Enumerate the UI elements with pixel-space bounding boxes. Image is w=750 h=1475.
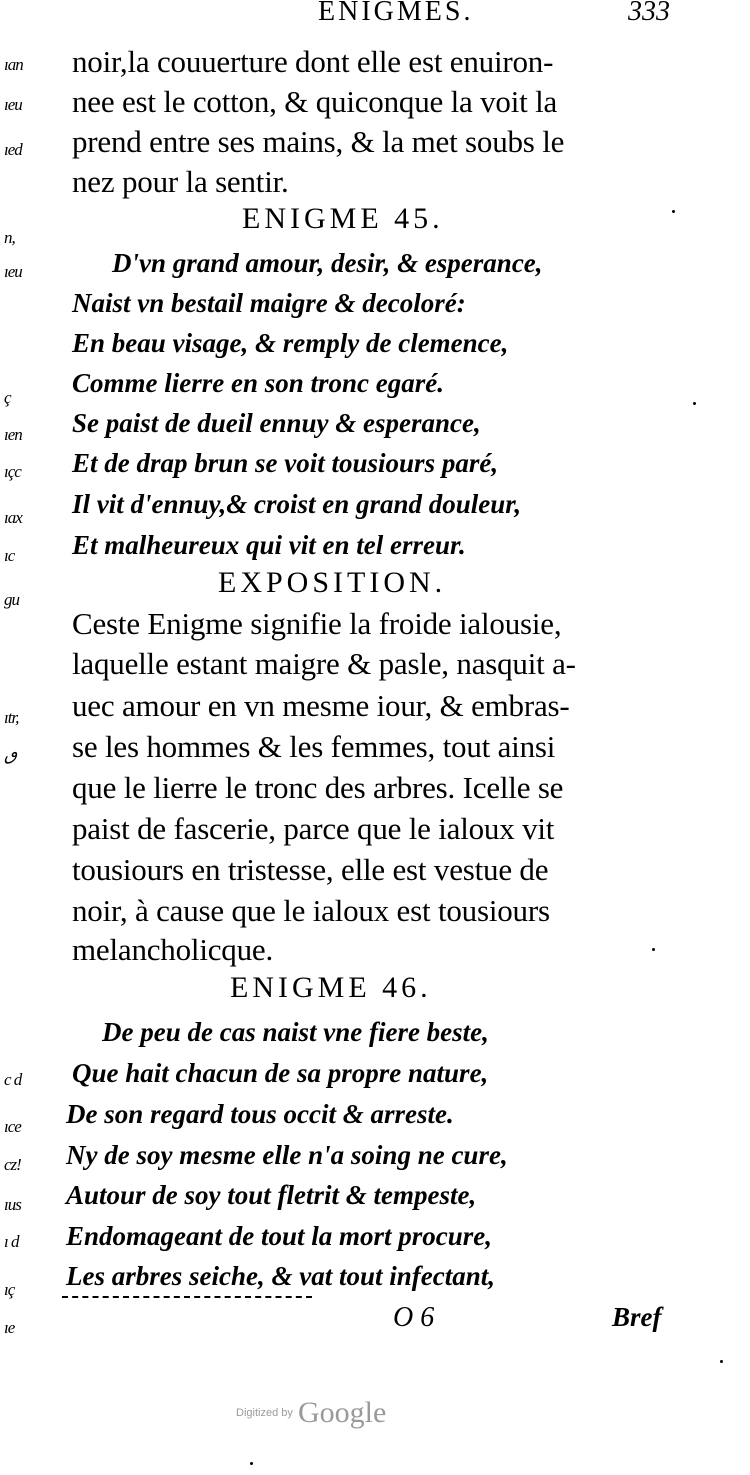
margin-fragment: ıax [4,508,22,527]
verse-line: En beau visage, & remply de clemence, [72,328,509,358]
paper-speck [720,1360,723,1363]
margin-fragment: cz! [4,1155,21,1174]
exposition-line: melancholicque. [72,932,273,967]
margin-fragment: ıeu [4,95,22,114]
page-number: 333 [628,0,670,27]
exposition-line: tousiours en tristesse, elle est vestue de [72,852,549,887]
margin-fragment: c d [4,1070,22,1089]
margin-fragment: ٯ [4,745,18,764]
verse-line: Et de drap brun se voit tousiours paré, [72,448,499,478]
catchword: Bref [612,1302,662,1332]
verse-line: Autour de soy tout fletrit & tempeste, [66,1180,477,1210]
verse-line: De peu de cas naist vne fiere beste, [102,1017,489,1047]
facing-page-margin [0,0,40,1475]
verse-line: Il vit d'ennuy,& croist en grand douleur, [72,489,522,519]
verse-line: Se paist de dueil ennuy & esperance, [72,408,481,438]
margin-fragment: gu [4,590,19,609]
verse-line: Endomageant de tout la mort procure, [66,1221,493,1251]
exposition-line: uec amour en vn mesme iour, & embras- [72,688,570,723]
intro-line: nee est le cotton, & quiconque la voit la [72,84,558,119]
margin-fragment: ıus [4,1195,21,1214]
verse-line: Les arbres seiche, & vat tout infectant, [66,1261,495,1291]
margin-fragment: n, [4,228,15,247]
margin-fragment: ıen [4,425,22,444]
verse-line: Que hait chacun de sa propre nature, [72,1058,489,1088]
margin-fragment: ıe [4,1318,15,1337]
dashed-rule [62,1296,312,1298]
margin-fragment: ıan [4,55,23,74]
exposition-heading: EXPOSITION. [218,566,447,599]
paper-speck [693,402,696,405]
paper-speck [672,210,675,213]
margin-fragment: ıtr, [4,708,19,727]
margin-fragment: ıeu [4,262,22,281]
watermark-brand: Google [297,1396,387,1429]
exposition-line: paist de fascerie, parce que le ialoux vit [72,811,555,846]
signature-mark: O 6 [393,1302,435,1333]
verse-line: Et malheureux qui vit en tel erreur. [72,530,466,560]
intro-line: noir,la couuerture dont elle est enuiron- [72,44,554,79]
intro-line: prend entre ses mains, & la met soubs le [72,124,565,159]
enigme-46-heading: ENIGME 46. [230,971,432,1004]
exposition-line: se les hommes & les femmes, tout ainsi [72,729,556,764]
margin-fragment: ıed [4,140,22,159]
running-header [0,0,750,40]
margin-fragment: ıçc [4,462,21,481]
digitized-watermark [236,1396,386,1430]
margin-fragment: ıce [4,1117,21,1136]
verse-line: Comme lierre en son tronc egaré. [72,368,444,398]
verse-line: Ny de soy mesme elle n'a soing ne cure, [66,1140,508,1170]
intro-line: nez pour la sentir. [72,164,289,199]
exposition-line: que le lierre le tronc des arbres. Icelle se [72,770,564,805]
margin-fragment: ı d [4,1232,19,1251]
margin-fragment: ıc [4,546,15,565]
verse-line: D'vn grand amour, desir, & esperance, [112,248,543,278]
watermark-prefix: Digitized by [236,1407,293,1419]
exposition-line: Ceste Enigme signifie la froide ialousie, [72,606,562,641]
exposition-line: laquelle estant maigre & pasle, nasquit a- [72,646,576,681]
enigme-45-heading: ENIGME 45. [242,202,444,235]
paper-speck [652,948,655,951]
margin-fragment: ç [4,388,11,407]
verse-line: Naist vn bestail maigre & decoloré: [72,288,466,318]
verse-line: De son regard tous occit & arreste. [66,1099,454,1129]
paper-speck [250,1462,253,1465]
exposition-line: noir, à cause que le ialoux est tousiours [72,893,550,928]
running-title: ENIGMES. [318,0,474,27]
margin-fragment: ıç [4,1280,15,1299]
